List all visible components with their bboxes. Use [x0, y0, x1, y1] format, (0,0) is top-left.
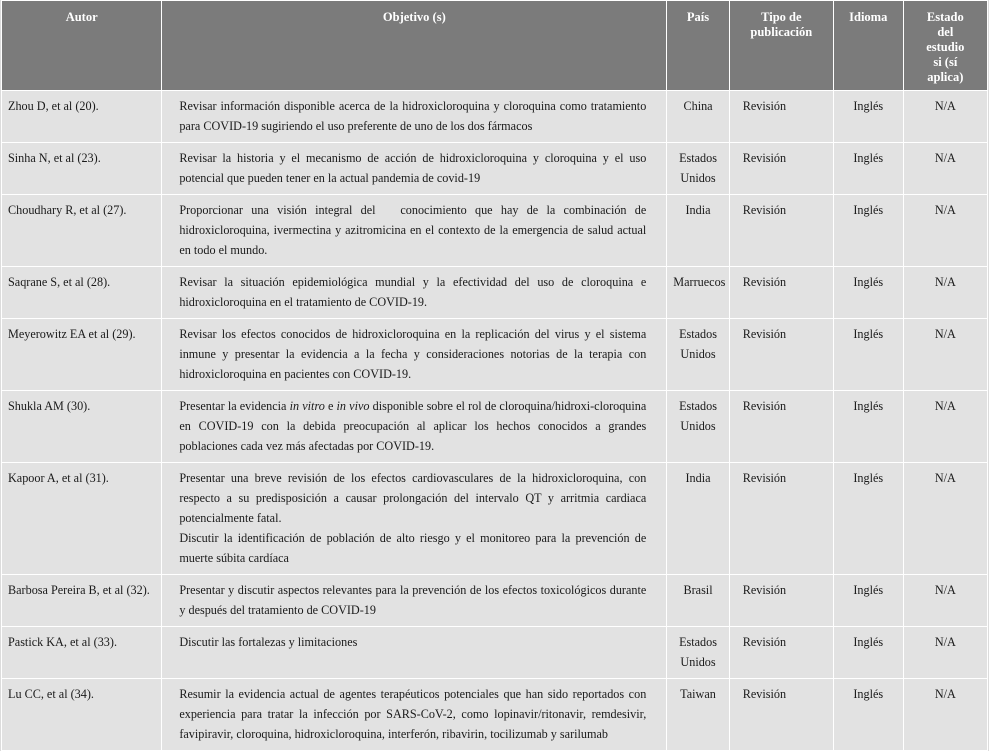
table-row [2, 679, 988, 751]
cell-idioma: Inglés [833, 679, 903, 751]
table-row [2, 91, 988, 143]
cell-tipo: Revisión [729, 679, 833, 751]
cell-estado: N/A [903, 679, 987, 751]
cell-pais: Estados Unidos [667, 143, 729, 195]
cell-objetivo: Revisar la historia y el mecanismo de acción de hidroxicloroquina y cloroquina y el uso potencial que pueden tener en la actual pandemia de covid-19 [162, 143, 667, 195]
objetivo-paragraph: Presentar una breve revisión de los efectos cardiovasculares de la hidroxicloroquina, con respecto a su predisposición a causar prolongación del intervalo QT y arritmia cardiaca potencialmente fatal. [179, 471, 647, 525]
objetivo-paragraph: Discutir la identificación de población de alto riesgo y el monitoreo para la prevención de muerte súbita cardíaca [179, 531, 647, 565]
header-pais: País [667, 1, 729, 91]
cell-tipo: Revisión [729, 91, 833, 143]
cell-autor: Lu CC, et al (34). [2, 679, 162, 751]
cell-objetivo: Discutir las fortalezas y limitaciones [162, 627, 667, 679]
header-estado-line4: si (sí [933, 55, 958, 69]
header-estado-line1: Estado [926, 10, 964, 24]
cell-idioma: Inglés [833, 143, 903, 195]
cell-autor: Saqrane S, et al (28). [2, 267, 162, 319]
table-row [2, 267, 988, 319]
cell-autor: Shukla AM (30). [2, 391, 162, 463]
header-tipo-line1: Tipo de [761, 10, 802, 24]
cell-estado: N/A [903, 463, 987, 575]
cell-estado: N/A [903, 575, 987, 627]
cell-idioma: Inglés [833, 391, 903, 463]
cell-objetivo: Revisar información disponible acerca de la hidroxicloroquina y cloroquina como tratamiento para COVID-19 sugiriendo el uso preferente de uno de los dos fármacos [162, 91, 667, 143]
cell-objetivo: Resumir la evidencia actual de agentes terapéuticos potenciales que han sido reportados con experiencia para tratar la infección por SARS-CoV-2, como lopinavir/ritonavir, remdesivir, favipiravir, cloroquina, hidroxicloroquina, interferón, ribavirin, tocilizumab y sarilumab [162, 679, 667, 751]
cell-objetivo: Proporcionar una visión integral del conocimiento que hay de la combinación de hidroxicloroquina, ivermectina y azitromicina en el contexto de la emergencia de salud actual en todo el mundo. [162, 195, 667, 267]
header-row [2, 1, 988, 91]
cell-tipo: Revisión [729, 195, 833, 267]
cell-pais: India [667, 463, 729, 575]
cell-tipo: Revisión [729, 319, 833, 391]
table-row [2, 319, 988, 391]
header-estado-line3: estudio [926, 40, 965, 54]
cell-pais: Estados Unidos [667, 391, 729, 463]
cell-autor: Meyerowitz EA et al (29). [2, 319, 162, 391]
objetivo-emphasis: in vitro [289, 399, 325, 413]
cell-autor: Zhou D, et al (20). [2, 91, 162, 143]
table-row [2, 463, 988, 575]
cell-tipo: Revisión [729, 143, 833, 195]
cell-autor: Barbosa Pereira B, et al (32). [2, 575, 162, 627]
header-estado [903, 1, 987, 91]
cell-objetivo [162, 463, 667, 575]
header-objetivo: Objetivo (s) [162, 1, 667, 91]
studies-table [1, 0, 988, 751]
cell-pais: Estados Unidos [667, 319, 729, 391]
cell-tipo: Revisión [729, 463, 833, 575]
cell-objetivo [162, 391, 667, 463]
cell-autor: Choudhary R, et al (27). [2, 195, 162, 267]
cell-autor: Sinha N, et al (23). [2, 143, 162, 195]
table-row [2, 627, 988, 679]
cell-tipo: Revisión [729, 575, 833, 627]
table-row [2, 575, 988, 627]
header-estado-line5: aplica) [927, 70, 964, 84]
cell-pais: Marruecos [667, 267, 729, 319]
table-row [2, 143, 988, 195]
cell-idioma: Inglés [833, 627, 903, 679]
header-idioma: Idioma [833, 1, 903, 91]
cell-autor: Kapoor A, et al (31). [2, 463, 162, 575]
header-autor: Autor [2, 1, 162, 91]
cell-estado: N/A [903, 143, 987, 195]
cell-estado: N/A [903, 267, 987, 319]
objetivo-emphasis: in vivo [336, 399, 370, 413]
objetivo-text: e [324, 399, 337, 413]
cell-tipo: Revisión [729, 267, 833, 319]
cell-estado: N/A [903, 319, 987, 391]
cell-pais: Taiwan [667, 679, 729, 751]
objetivo-text: disponible sobre el rol de cloroquina/hidroxi-cloroquina en COVID-19 con la debida preocupación al aplicar los hechos conocidos a grandes poblaciones cada vez más afectadas por COVID-19. [179, 399, 647, 453]
cell-estado: N/A [903, 91, 987, 143]
cell-objetivo: Revisar la situación epidemiológica mundial y la efectividad del uso de cloroquina e hidroxicloroquina en el tratamiento de COVID-19. [162, 267, 667, 319]
header-tipo-line2: publicación [750, 25, 813, 39]
cell-idioma: Inglés [833, 91, 903, 143]
cell-idioma: Inglés [833, 575, 903, 627]
cell-estado: N/A [903, 195, 987, 267]
cell-idioma: Inglés [833, 267, 903, 319]
cell-estado: N/A [903, 391, 987, 463]
cell-tipo: Revisión [729, 627, 833, 679]
cell-autor: Pastick KA, et al (33). [2, 627, 162, 679]
objetivo-text: Presentar la evidencia [179, 399, 290, 413]
table-row [2, 195, 988, 267]
cell-tipo: Revisión [729, 391, 833, 463]
cell-idioma: Inglés [833, 319, 903, 391]
header-estado-line2: del [937, 25, 954, 39]
cell-idioma: Inglés [833, 463, 903, 575]
cell-pais: Estados Unidos [667, 627, 729, 679]
header-tipo [729, 1, 833, 91]
table-row [2, 391, 988, 463]
cell-pais: India [667, 195, 729, 267]
cell-estado: N/A [903, 627, 987, 679]
cell-objetivo: Revisar los efectos conocidos de hidroxicloroquina en la replicación del virus y el sistema inmune y presentar la evidencia a la fecha y consideraciones notorias de la terapia con hidroxicloroquina en pacientes con COVID-19. [162, 319, 667, 391]
cell-pais: China [667, 91, 729, 143]
cell-pais: Brasil [667, 575, 729, 627]
cell-objetivo: Presentar y discutir aspectos relevantes para la prevención de los efectos toxicológicos durante y después del tratamiento de COVID-19 [162, 575, 667, 627]
cell-idioma: Inglés [833, 195, 903, 267]
